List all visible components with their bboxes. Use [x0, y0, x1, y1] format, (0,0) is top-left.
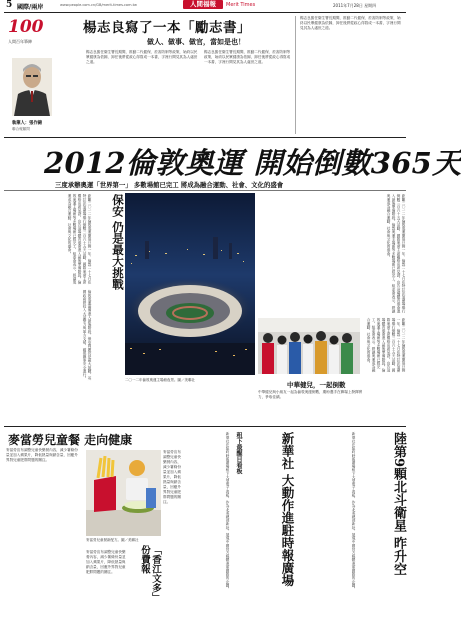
section-name: 國際/兩岸 [17, 4, 44, 11]
olympic-headline: 2012倫敦奧運 開始倒數365天 [44, 146, 461, 180]
mcdonalds-body-2: 麥當勞宣布調整兒童快樂餐內容，減少薯條份量並加入蘋果片，降低熱量與鈉含量，回應外界對兒童肥胖問題的關注。 [86, 550, 126, 574]
column-badge [8, 17, 66, 49]
badge-caption: 人間百年筆陣 [8, 39, 32, 44]
xinhua-headline: 新華社 大動作進駐時報廣場 [280, 432, 295, 587]
badge-number: 100 [8, 17, 44, 37]
author-role: 聯合報顧問 [12, 127, 30, 131]
header-rule [4, 12, 406, 13]
stadium-photo-caption: 二〇一二年倫敦奧運主場館夜景。圖／美聯社 [125, 378, 195, 382]
section-rule-2 [4, 426, 406, 427]
hongkong-headline: 「香江文多」份費報 [139, 545, 161, 602]
mcdonalds-image [86, 450, 161, 536]
mcdonalds-photo-caption: 麥當勞兒童餐新配方。圖／美聯社 [86, 538, 139, 542]
satellite-headline: 陸第9顆北斗衛星 昨升空 [391, 432, 406, 576]
author-portrait [12, 58, 52, 116]
kids-body: 中華健兒與小朋友一起為倫敦奧運倒數，期盼選手在賽場上發揮實力，爭取佳績。 [258, 390, 363, 399]
olympic-subheadline: 三度承辦奧運「世界第一」 多數場館已完工 將成為融合運動、社會、文化的盛會 [55, 181, 284, 189]
newspaper-logo [183, 0, 223, 9]
xinhua-body: 新華社在紐約時報廣場租下大型電子看板，作為北美總部新址，展現中國官方媒體進軍國際的企圖。 [226, 432, 230, 591]
mcdonalds-headline: 麥當勞兒童餐 走向健康 [8, 433, 133, 447]
portrait-image [12, 58, 52, 116]
english-name: Merit Times [226, 2, 256, 8]
kids-photo [258, 318, 360, 374]
author-label: 執筆人：張作錦 [12, 121, 43, 126]
stadium-photo [125, 193, 255, 375]
security-headline: 保安 仍是最大挑戰 [111, 194, 125, 291]
header-url: www.people.com.cn/GB/merit-times.com.tw [60, 3, 137, 7]
olympic-body-right-1: 距離二〇一二年倫敦奧運開幕只剩一年，倫敦二十七日在特拉法加廣場舉行倒數三百六十五天活動，國際奧會主席羅格出席見證，宣告這場體育盛會進入最後準備階段。倫敦奧運主場館等多數場館已經完工，組委會表示，將讓奧運成為融合運動、社會與文化的盛會。 [387, 194, 406, 313]
column-title: 楊志良寫了一本「勵志書」 [83, 20, 251, 36]
column-body-3: 楊志良擔任衛生署長期間，推動二代健保、菸害防制等政策，始終以民眾健康為依歸，卸任後將從政心得寫成一本書，字裡行間見其為人處世之道。 [300, 16, 401, 30]
section-rule-1 [4, 137, 406, 138]
logo-text: 人間福報 [190, 0, 216, 8]
olympic-body-right-2: 距離二〇一二年倫敦奧運開幕只剩一年，倫敦二十七日在特拉法加廣場舉行倒數三百六十五天活動，國際奧會主席羅格出席見證，宣告這場體育盛會進入最後準備階段。倫敦奧運主場館等多數場館已經完工，組委會表示，將讓奧運成為融合運動、社會與文化的盛會。 [367, 318, 406, 372]
kids-title: 中華健兒，一起倒數 [287, 381, 346, 389]
hongkong-body: 麥當勞宣布調整兒童快樂餐內容，減少薯條份量並加入蘋果片，降低熱量與鈉含量，回應外界對兒童肥胖問題的關注。 [163, 450, 181, 504]
page-header [0, 0, 409, 12]
page-number: 5 [6, 0, 13, 10]
column-subtitle: 做人、做事、做官，當如是也！ [147, 37, 245, 46]
mcdonalds-body-1: 麥當勞宣布調整兒童快樂餐內容，減少薯條份量並加入蘋果片，降低熱量與鈉含量，回應外界對兒童肥胖問題的關注。 [6, 448, 78, 462]
kids-image [258, 318, 360, 374]
column-body-1: 楊志良擔任衛生署長期間，推動二代健保、菸害防制等政策，始終以民眾健康為依歸，卸任後將從政心得寫成一本書，字裡行間見其為人處世之道。 [86, 50, 198, 64]
security-body: 倫敦奧運籌備進入最後階段，保安問題仍是最大挑戰，英國政府將投入大量警力與軍方支援，確保賽事安全進行。 [83, 290, 92, 380]
olympic-body-left: 距離二〇一二年倫敦奧運開幕只剩一年，倫敦二十七日在特拉法加廣場舉行倒數三百六十五天活動，國際奧會主席羅格出席見證，宣告這場體育盛會進入最後準備階段。倫敦奧運主場館等多數場館已經完工，組委會表示，將讓奧運成為融合運動、社會與文化的盛會。 [68, 194, 92, 284]
column-divider [295, 16, 296, 134]
subheadline-rule [4, 190, 406, 191]
stadium-image [125, 193, 255, 375]
mcdonalds-photo [86, 450, 161, 536]
xinhua-body-2: 新華社在紐約時報廣場租下大型電子看板，作為北美總部新址，展現中國官方媒體進軍國際的企圖。 [352, 432, 356, 591]
column-body-2: 楊志良擔任衛生署長期間，推動二代健保、菸害防制等政策，始終以民眾健康為依歸，卸任後將從政心得寫成一本書，字裡行間見其為人處世之道。 [204, 50, 291, 64]
xinhua-kicker: 租下最醒目看板 [235, 432, 242, 474]
issue-date: 2011年7月28日 星期四 [333, 3, 377, 8]
